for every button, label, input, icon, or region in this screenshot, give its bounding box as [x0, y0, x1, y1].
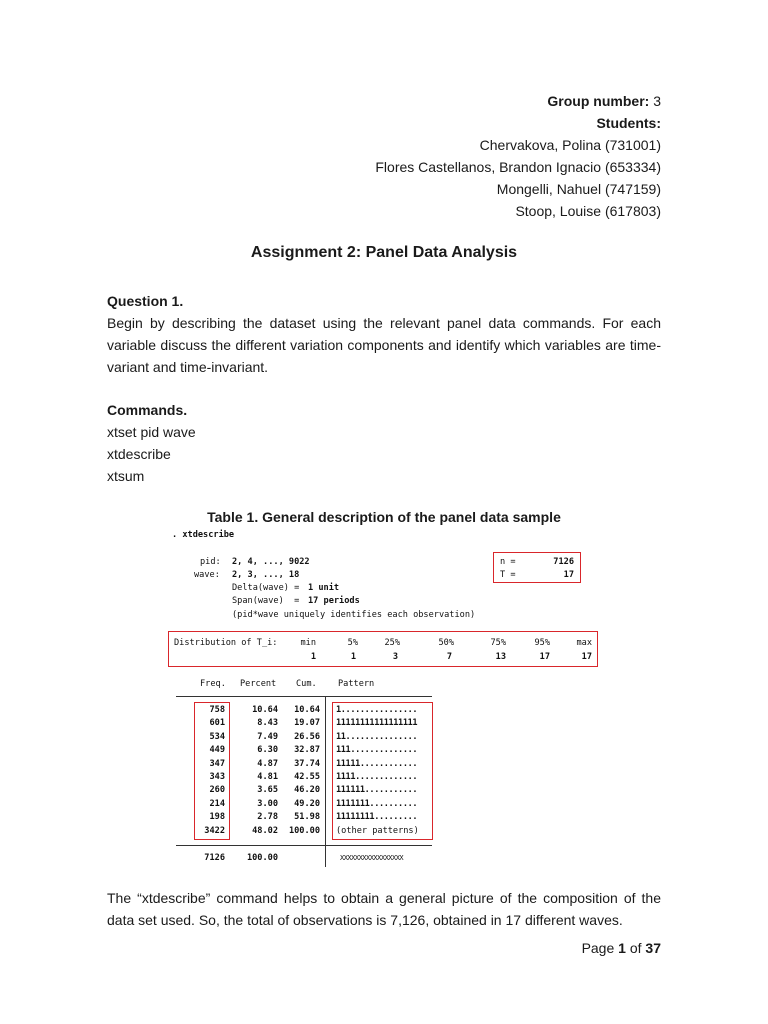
- dist-value-75: 13: [495, 652, 506, 662]
- question-heading: Question 1.: [107, 293, 184, 309]
- page-prefix: Page: [581, 940, 615, 956]
- total-percent: 100.00: [246, 853, 278, 863]
- freq-cell: 347: [209, 758, 225, 769]
- n-value: 7126: [553, 557, 574, 567]
- cum-cell: 46.20: [294, 785, 320, 796]
- t-label: T =: [500, 570, 516, 580]
- student-2: Flores Castellanos, Brandon Ignacio (653334): [375, 159, 661, 175]
- commands-heading: Commands.: [107, 402, 188, 418]
- cum-column: [280, 704, 320, 838]
- n-label: n =: [500, 557, 516, 567]
- freq-cell: 343: [209, 771, 225, 782]
- pid-label: pid:: [200, 557, 221, 567]
- freq-cell: 260: [209, 785, 225, 796]
- page-number: [582, 940, 661, 956]
- group-number-line: [375, 90, 661, 112]
- freq-column: [195, 704, 225, 838]
- wave-label: wave:: [194, 570, 220, 580]
- percent-cell: 7.49: [257, 731, 278, 742]
- uniqueness-note: (pid*wave uniquely identifies each observation): [232, 610, 476, 620]
- dist-value-min: 1: [310, 652, 316, 662]
- pattern-cell: 1................: [336, 705, 418, 715]
- percent-column: [238, 704, 278, 838]
- pattern-cell: (other patterns): [336, 825, 419, 836]
- cum-cell: 100.00: [288, 825, 320, 836]
- header-block: [375, 90, 661, 222]
- span-value: 17 periods: [308, 596, 360, 606]
- pattern-column: [336, 704, 432, 838]
- group-number-label: Group number:: [547, 93, 650, 109]
- question-text: Begin by describing the dataset using the relevant panel data commands. For each variable discuss the different variation components and identify which variables are time-variant and time-invariant.: [107, 315, 661, 375]
- dist-value-max: 17: [581, 652, 592, 662]
- page-title: Assignment 2: Panel Data Analysis: [250, 244, 518, 261]
- percent-cell: 3.00: [257, 798, 278, 809]
- student-1: Chervakova, Polina (731001): [479, 137, 661, 153]
- table-divider: [325, 696, 326, 867]
- header-cum: Cum.: [296, 679, 317, 689]
- dist-header-25: 25%: [384, 638, 400, 648]
- cum-cell: 19.07: [294, 718, 320, 729]
- dist-header-50: 50%: [438, 638, 454, 648]
- table-total-rule: [176, 845, 432, 846]
- t-value: 17: [563, 570, 574, 580]
- page-of: of: [629, 940, 642, 956]
- percent-cell: 48.02: [252, 825, 278, 836]
- body-paragraph: The “xtdescribe” command helps to obtain a general picture of the composition of the data set used. So, the total of observations is 7,126, obtained in 17 different waves.: [107, 890, 661, 928]
- percent-cell: 2.78: [257, 812, 278, 823]
- stata-command: . xtdescribe: [172, 530, 235, 540]
- dist-value-5: 1: [350, 652, 356, 662]
- commands-list: [107, 421, 661, 487]
- page-current: 1: [618, 940, 626, 956]
- group-number-value: 3: [653, 93, 661, 109]
- dist-header-75: 75%: [490, 638, 506, 648]
- dist-header-5: 5%: [347, 638, 358, 648]
- cum-cell: 32.87: [294, 745, 320, 756]
- pattern-cell: 11111111.........: [336, 812, 418, 823]
- cum-cell: 51.98: [294, 812, 320, 823]
- percent-cell: 4.81: [257, 771, 278, 782]
- command-item: xtdescribe: [107, 446, 171, 462]
- command-item: xtsum: [107, 468, 145, 484]
- cum-cell: 37.74: [294, 758, 320, 769]
- command-item: xtset pid wave: [107, 424, 196, 440]
- header-pattern: Pattern: [338, 679, 375, 689]
- delta-value: 1 unit: [308, 583, 340, 593]
- pattern-cell: 11...............: [336, 731, 418, 742]
- cum-cell: 49.20: [294, 798, 320, 809]
- percent-cell: 8.43: [257, 718, 278, 729]
- freq-cell: 601: [209, 718, 225, 729]
- pattern-cell: 111111...........: [336, 785, 418, 796]
- dist-header-95: 95%: [534, 638, 550, 648]
- freq-cell: 534: [209, 731, 225, 742]
- freq-cell: 198: [209, 812, 225, 823]
- percent-cell: 6.30: [257, 745, 278, 756]
- page-total: 37: [645, 940, 661, 956]
- freq-cell: 449: [209, 745, 225, 756]
- span-label: Span(wave) =: [232, 596, 300, 606]
- percent-cell: 4.87: [257, 758, 278, 769]
- pattern-cell: 1111.............: [336, 771, 418, 782]
- cum-cell: 26.56: [294, 731, 320, 742]
- header-percent: Percent: [240, 679, 277, 689]
- student-3: Mongelli, Nahuel (747159): [496, 181, 661, 197]
- dist-value-25: 3: [392, 652, 398, 662]
- students-label: Students:: [596, 115, 661, 131]
- table-caption: Table 1. General description of the panel data sample: [207, 509, 561, 525]
- header-freq: Freq.: [200, 679, 226, 689]
- stata-output: [168, 527, 602, 867]
- dist-header-max: max: [576, 638, 592, 648]
- dist-value-95: 17: [539, 652, 550, 662]
- pid-value: 2, 4, ..., 9022: [232, 557, 310, 567]
- pattern-cell: 111..............: [336, 745, 418, 756]
- cum-cell: 42.55: [294, 771, 320, 782]
- dist-header-min: min: [300, 638, 316, 648]
- distribution-label: Distribution of T_i:: [174, 638, 278, 648]
- freq-cell: 758: [209, 705, 225, 715]
- percent-cell: 10.64: [252, 705, 278, 715]
- delta-label: Delta(wave) =: [232, 583, 300, 593]
- dist-value-50: 7: [446, 652, 452, 662]
- total-pattern: XXXXXXXXXXXXXXXXX: [340, 854, 404, 862]
- table-top-rule: [176, 696, 432, 697]
- pattern-cell: 11111111111111111: [336, 718, 418, 729]
- pattern-cell: 11111............: [336, 758, 418, 769]
- freq-cell: 3422: [204, 825, 225, 836]
- cum-cell: 10.64: [294, 705, 320, 715]
- total-freq: 7126: [204, 853, 225, 863]
- freq-cell: 214: [209, 798, 225, 809]
- student-4: Stoop, Louise (617803): [515, 203, 661, 219]
- pattern-cell: 1111111..........: [336, 798, 418, 809]
- wave-value: 2, 3, ..., 18: [232, 570, 300, 580]
- percent-cell: 3.65: [257, 785, 278, 796]
